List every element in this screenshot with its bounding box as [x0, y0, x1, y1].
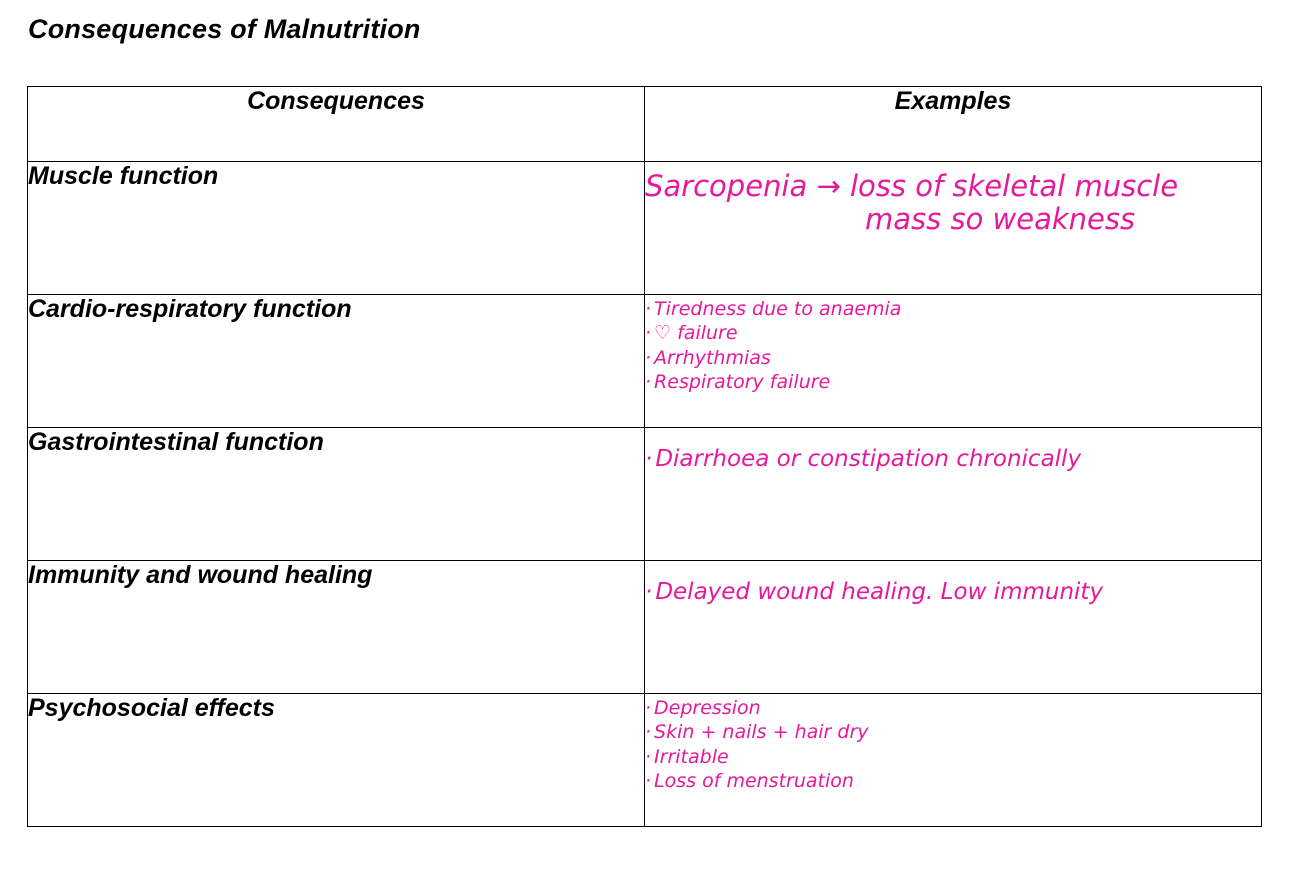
- handwritten-list: [645, 694, 1261, 793]
- consequences-table: [27, 86, 1262, 827]
- handwritten-list: [645, 428, 1261, 472]
- handwritten-note: [645, 162, 1261, 237]
- handwritten-list: [645, 295, 1261, 394]
- column-header-consequences: Consequences: [28, 87, 645, 162]
- handwritten-list-item: · Loss of menstruation: [645, 769, 1261, 793]
- consequence-label: Gastrointestinal function: [28, 428, 645, 561]
- table-row: [28, 694, 1262, 827]
- table-row: [28, 561, 1262, 694]
- handwritten-line: Sarcopenia → loss of skeletal muscle: [645, 169, 1179, 203]
- handwritten-list: [645, 561, 1261, 605]
- table-header-row: [28, 87, 1262, 162]
- consequence-label: Muscle function: [28, 162, 645, 295]
- handwritten-list-item: · Diarrhoea or constipation chronically: [645, 446, 1261, 472]
- handwritten-list-item: · Delayed wound healing. Low immunity: [645, 579, 1261, 605]
- handwritten-list-item: · Tiredness due to anaemia: [645, 297, 1261, 321]
- handwritten-list-item: · ♡ failure: [645, 321, 1261, 345]
- table-row: [28, 428, 1262, 561]
- column-header-examples: Examples: [645, 87, 1262, 162]
- example-cell: [645, 428, 1262, 561]
- consequence-label: Immunity and wound healing: [28, 561, 645, 694]
- example-cell: [645, 694, 1262, 827]
- document-title: Consequences of Malnutrition: [28, 14, 421, 44]
- handwritten-list-item: · Irritable: [645, 745, 1261, 769]
- example-cell: [645, 162, 1262, 295]
- handwritten-list-item: · Depression: [645, 696, 1261, 720]
- table-row: [28, 162, 1262, 295]
- handwritten-list-item: · Arrhythmias: [645, 346, 1261, 370]
- consequence-label: Cardio-respiratory function: [28, 295, 645, 428]
- consequence-label: Psychosocial effects: [28, 694, 645, 827]
- table-row: [28, 295, 1262, 428]
- example-cell: [645, 295, 1262, 428]
- example-cell: [645, 561, 1262, 694]
- handwritten-list-item: · Respiratory failure: [645, 370, 1261, 394]
- handwritten-line: mass so weakness: [865, 202, 1136, 237]
- handwritten-list-item: · Skin + nails + hair dry: [645, 720, 1261, 744]
